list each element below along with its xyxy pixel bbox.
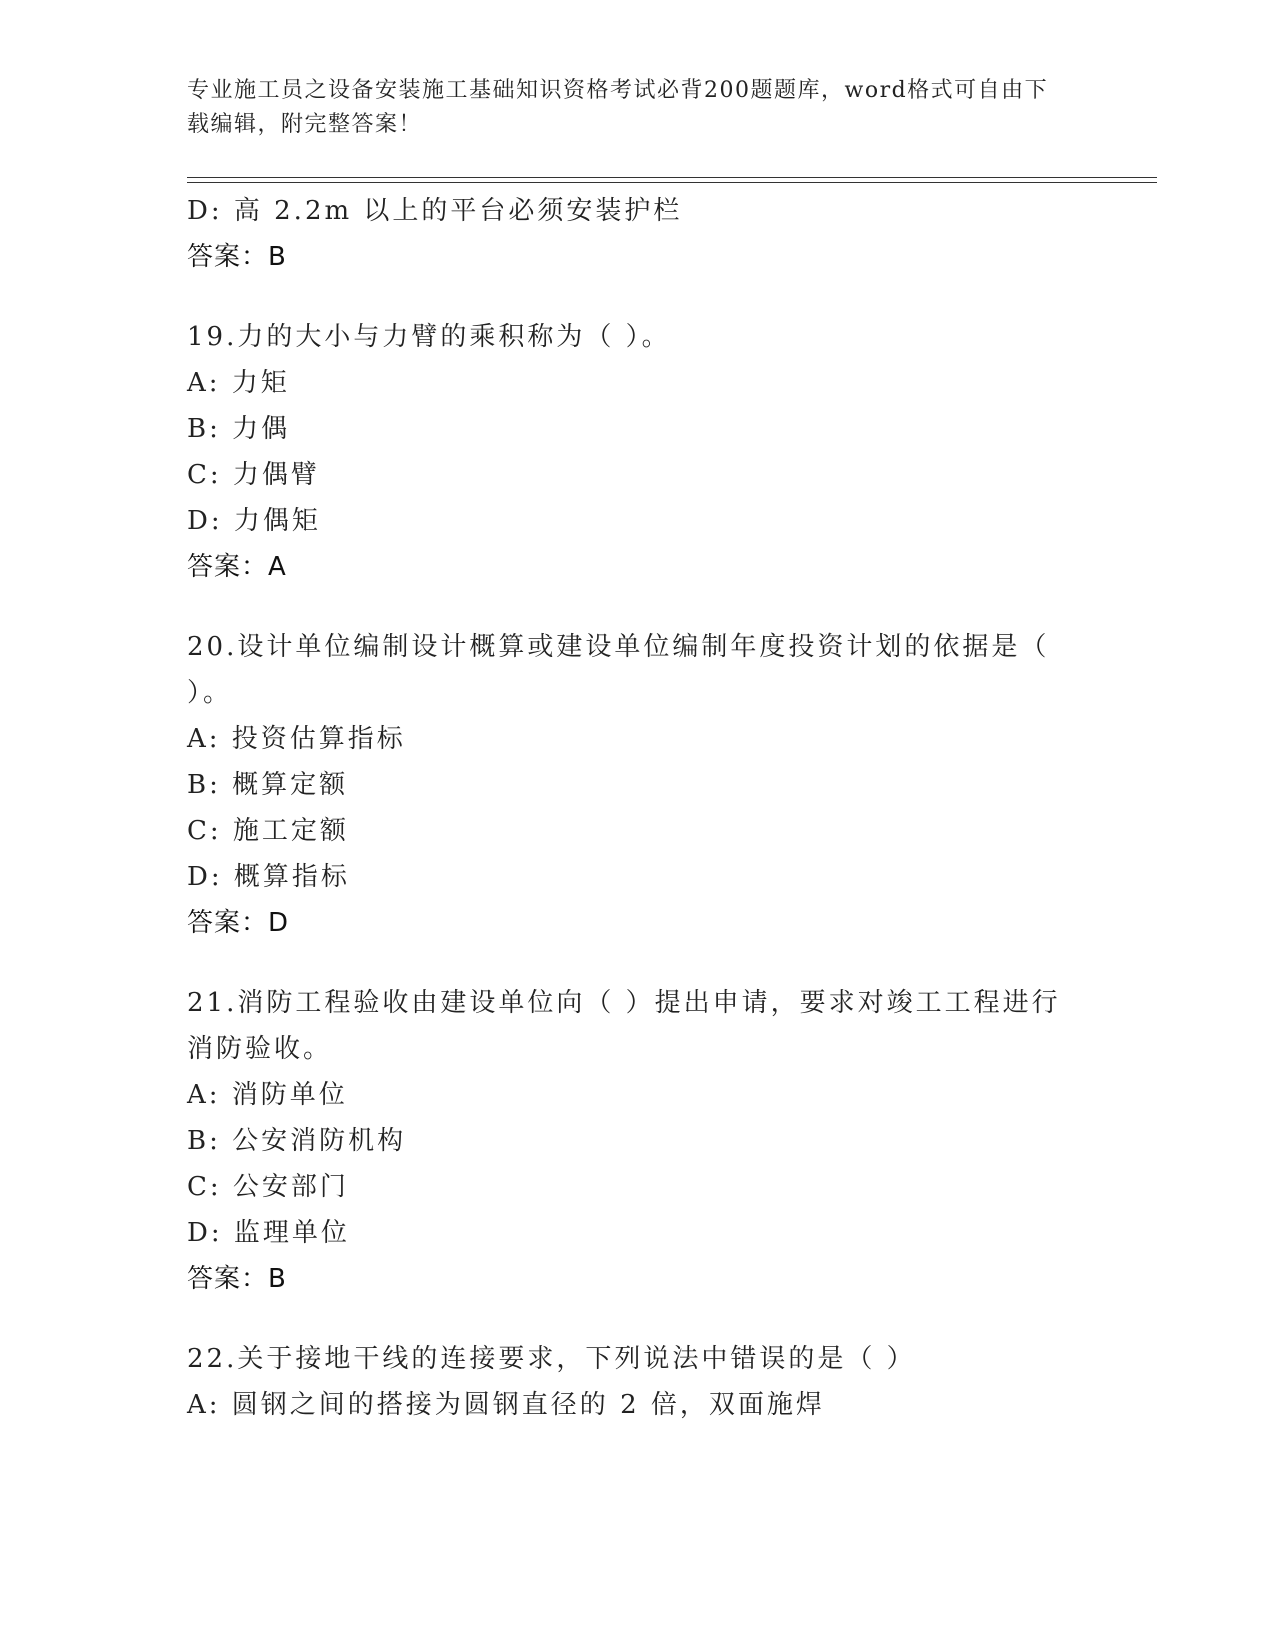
answer-line: 答案：B — [187, 242, 287, 272]
question-22 — [187, 1336, 1067, 1428]
option-b: B: 公安消防机构 — [187, 1126, 407, 1156]
header-divider-top — [187, 177, 1157, 178]
option-d: D: 力偶矩 — [187, 506, 321, 536]
header-divider-bottom — [187, 182, 1157, 183]
spacer — [187, 280, 1067, 314]
answer-line: 答案：B — [187, 1264, 287, 1294]
option-a: A: 力矩 — [187, 368, 290, 398]
question-19 — [187, 314, 1067, 590]
spacer — [187, 946, 1067, 980]
question-21 — [187, 980, 1067, 1302]
option-c: C: 力偶臂 — [187, 460, 320, 490]
option-d: D: 监理单位 — [187, 1218, 350, 1248]
question-list — [187, 188, 1067, 1428]
document-header: 专业施工员之设备安装施工基础知识资格考试必背200题题库，word格式可自由下载编辑，附完整答案！ — [187, 78, 1049, 137]
answer-line: 答案：D — [187, 908, 290, 938]
option-c: C: 公安部门 — [187, 1172, 349, 1202]
option-c: C: 施工定额 — [187, 816, 349, 846]
option-a: A: 圆钢之间的搭接为圆钢直径的 2 倍，双面施焊 — [187, 1390, 825, 1420]
question-text: 22.关于接地干线的连接要求，下列说法中错误的是（ ） — [187, 1344, 916, 1374]
option-d: D: 高 2.2m 以上的平台必须安装护栏 — [187, 196, 683, 226]
question-text: 21.消防工程验收由建设单位向（ ）提出申请，要求对竣工工程进行消防验收。 — [187, 988, 1061, 1064]
option-d: D: 概算指标 — [187, 862, 350, 892]
option-b: B: 力偶 — [187, 414, 291, 444]
answer-line: 答案：A — [187, 552, 287, 582]
option-a: A: 消防单位 — [187, 1080, 348, 1110]
question-text: 20.设计单位编制设计概算或建设单位编制年度投资计划的依据是（ ）。 — [187, 632, 1050, 708]
spacer — [187, 590, 1067, 624]
question-20 — [187, 624, 1067, 946]
option-a: A: 投资估算指标 — [187, 724, 406, 754]
question-text: 19.力的大小与力臂的乘积称为（ ）。 — [187, 322, 671, 352]
option-b: B: 概算定额 — [187, 770, 349, 800]
spacer — [187, 1302, 1067, 1336]
